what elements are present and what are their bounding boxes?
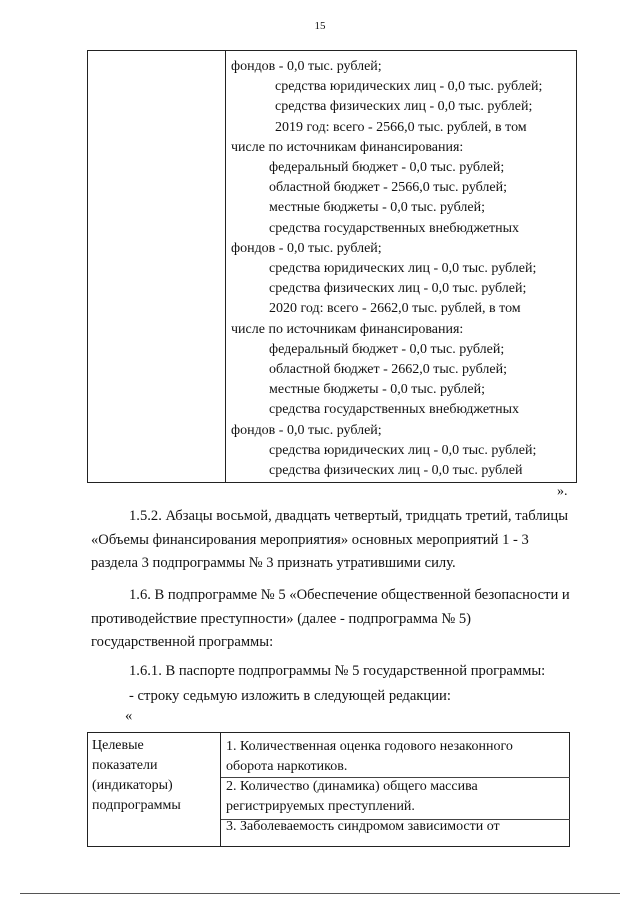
text-line: местные бюджеты - 0,0 тыс. рублей; xyxy=(269,382,485,398)
indicators-value-cell xyxy=(226,737,566,837)
text-line: средства государственных внебюджетных xyxy=(269,402,520,418)
closing-quote: ». xyxy=(557,484,568,499)
text-line: показатели xyxy=(92,758,158,773)
paragraph-1-6 xyxy=(91,584,575,655)
text-line: средства физических лиц - 0,0 тыс. рублей; xyxy=(275,99,533,115)
text-line: областной бюджет - 2662,0 тыс. рублей; xyxy=(269,362,507,378)
text-line: федеральный бюджет - 0,0 тыс. рублей; xyxy=(269,341,505,357)
text-line: фондов - 0,0 тыс. рублей; xyxy=(231,59,382,74)
text-line: средства юридических лиц - 0,0 тыс. рублей; xyxy=(275,79,543,95)
text-line: 1. Количественная оценка годового незаконного xyxy=(226,739,513,754)
text-line: средства юридических лиц - 0,0 тыс. рублей; xyxy=(269,261,537,277)
text-line: 3. Заболеваемость синдромом зависимости от xyxy=(226,819,500,834)
text-line: местные бюджеты - 0,0 тыс. рублей; xyxy=(269,200,485,216)
text-line: 2019 год: всего - 2566,0 тыс. рублей, в том xyxy=(275,119,527,135)
paragraph-1-6-1 xyxy=(91,660,575,684)
text-line: противодействие преступности» (далее - подпрограмма № 5) xyxy=(91,610,472,627)
text-line: 2020 год: всего - 2662,0 тыс. рублей, в том xyxy=(269,301,521,317)
text-line: - строку седьмую изложить в следующей редакции: xyxy=(129,688,451,704)
text-line: 1.6.1. В паспорте подпрограммы № 5 государственной программы: xyxy=(129,663,546,679)
text-line: областной бюджет - 2566,0 тыс. рублей; xyxy=(269,180,507,196)
text-line: 1.5.2. Абзацы восьмой, двадцать четвертый, тридцать третий, таблицы xyxy=(129,508,569,524)
opening-quote: « xyxy=(125,708,133,724)
text-line: 2. Количество (динамика) общего массива xyxy=(226,779,478,794)
text-line: раздела 3 подпрограммы № 3 признать утратившими силу. xyxy=(91,555,456,571)
financing-text-cell xyxy=(231,57,571,481)
text-line: «Объемы финансирования мероприятия» основных мероприятий 1 - 3 xyxy=(91,531,529,548)
footer-rule xyxy=(20,893,620,894)
page-number: 15 xyxy=(314,20,326,32)
table-column-divider xyxy=(220,733,221,846)
text-line: фондов - 0,0 тыс. рублей; xyxy=(231,422,382,438)
text-line: оборота наркотиков. xyxy=(226,759,348,774)
indicators-table xyxy=(87,732,570,847)
text-line: фондов - 0,0 тыс. рублей; xyxy=(231,240,382,256)
text-line: (индикаторы) xyxy=(92,778,173,793)
text-line: средства физических лиц - 0,0 тыс. рублей xyxy=(269,463,523,479)
text-line: средства физических лиц - 0,0 тыс. рублей; xyxy=(269,281,527,297)
text-line: государственной программы: xyxy=(91,634,274,650)
table-column-divider xyxy=(225,51,226,482)
indicators-label-cell xyxy=(92,736,216,816)
text-line: федеральный бюджет - 0,0 тыс. рублей; xyxy=(269,160,505,176)
text-line: регистрируемых преступлений. xyxy=(226,799,415,814)
text-line: Целевые xyxy=(92,738,144,753)
text-line: числе по источникам финансирования: xyxy=(231,139,464,155)
paragraph-row-instruction xyxy=(91,685,575,709)
text-line: 1.6. В подпрограмме № 5 «Обеспечение общественной безопасности и xyxy=(129,587,570,603)
text-line: средства государственных внебюджетных xyxy=(269,220,520,236)
text-line: числе по источникам финансирования: xyxy=(231,321,464,337)
text-line: средства юридических лиц - 0,0 тыс. рублей; xyxy=(269,442,537,458)
financing-table-continuation xyxy=(87,50,577,483)
text-line: подпрограммы xyxy=(92,798,181,813)
paragraph-1-5-2 xyxy=(91,505,575,576)
